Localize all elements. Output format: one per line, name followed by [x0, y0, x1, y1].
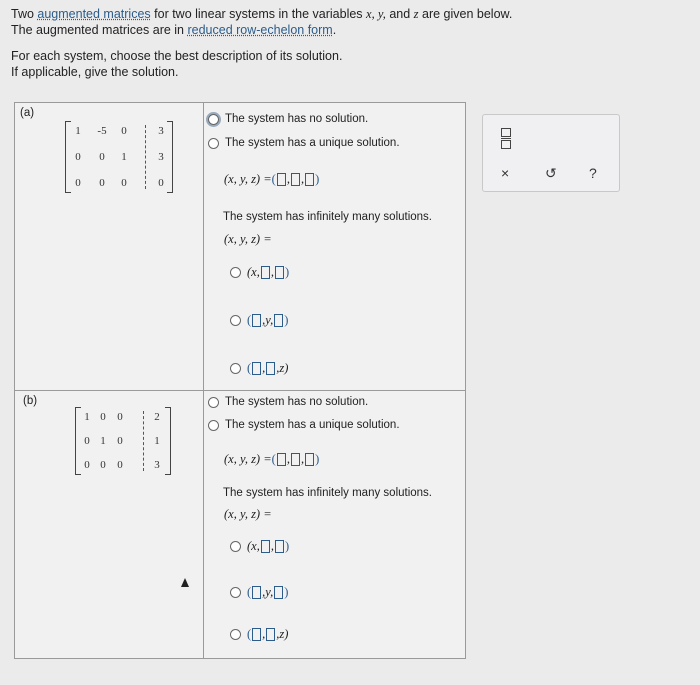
matrix-cell: 1 — [121, 151, 127, 163]
input-box-x[interactable] — [277, 453, 286, 466]
param-label: (x, — [247, 265, 260, 279]
matrix-cell: 0 — [99, 177, 105, 189]
param-option-b-1[interactable] — [230, 539, 289, 554]
intro-vars: x, y, — [366, 7, 386, 21]
param-option-a-3[interactable] — [230, 361, 288, 376]
matrix-cell: 0 — [117, 411, 123, 423]
matrix-cell: 0 — [84, 459, 90, 471]
matrix-cell: 1 — [75, 125, 81, 137]
matrix-cell: 0 — [158, 177, 164, 189]
comma: , — [276, 627, 280, 641]
radio-button[interactable] — [230, 267, 241, 278]
option-label: The system has infinitely many solutions. — [223, 487, 433, 499]
option-label: The system has no solution. — [225, 113, 369, 125]
input-box[interactable] — [274, 586, 283, 599]
system-a-label: (a) — [20, 107, 35, 119]
input-box[interactable] — [252, 314, 261, 327]
unique-solution-a — [224, 172, 319, 187]
augmented-matrices-link[interactable]: augmented matrices — [37, 7, 151, 21]
option-a-unique-solution[interactable] — [208, 137, 400, 149]
input-box[interactable] — [266, 362, 275, 375]
systems-table — [14, 102, 466, 659]
comma: , — [270, 265, 274, 279]
matrix-cell: 1 — [84, 411, 90, 423]
intro-text: and — [385, 7, 414, 21]
paren-open: ( — [247, 361, 252, 375]
matrix-cell: 0 — [84, 435, 90, 447]
input-box[interactable] — [252, 362, 261, 375]
input-box[interactable] — [261, 540, 270, 553]
paren-close: ) — [284, 539, 290, 553]
input-box-y[interactable] — [291, 173, 300, 186]
intro-text: for two linear systems in the variables — [150, 7, 367, 21]
paren-close: ) — [284, 265, 290, 279]
instructions — [11, 6, 512, 80]
paren-close: ) — [284, 585, 289, 599]
param-label: z) — [279, 627, 289, 641]
intro-text: Two — [11, 7, 38, 21]
comma: , — [300, 172, 305, 186]
param-label: y, — [265, 313, 274, 327]
mouse-cursor-icon — [181, 578, 189, 587]
comma: , — [270, 539, 274, 553]
comma: , — [286, 172, 290, 186]
infinite-eq-a: (x, y, z) = — [224, 232, 272, 246]
radio-button[interactable] — [208, 397, 219, 408]
paren-close: ) — [284, 313, 289, 327]
fraction-numerator — [501, 128, 511, 137]
matrix-b — [75, 407, 171, 475]
intro-var-z: z — [413, 7, 419, 21]
paren-close: ) — [315, 172, 320, 186]
param-label: (x, — [247, 539, 260, 553]
input-box-y[interactable] — [291, 453, 300, 466]
row-divider — [15, 390, 465, 391]
math-toolbar — [482, 114, 620, 192]
radio-button[interactable] — [230, 315, 241, 326]
paren-open: ( — [247, 627, 252, 641]
param-option-b-3[interactable] — [230, 627, 288, 642]
matrix-cell: 2 — [154, 411, 160, 423]
radio-button[interactable] — [230, 541, 241, 552]
help-icon[interactable]: ? — [589, 165, 597, 181]
radio-button[interactable] — [208, 420, 219, 431]
matrix-cell: 0 — [100, 459, 106, 471]
equation-label: (x, y, z) = — [224, 172, 272, 186]
matrix-cell: 0 — [99, 151, 105, 163]
param-option-b-2[interactable] — [230, 585, 288, 600]
matrix-right-bracket — [165, 407, 171, 475]
matrix-cell: 0 — [75, 177, 81, 189]
matrix-cell: 0 — [117, 459, 123, 471]
paren-open: ( — [247, 313, 252, 327]
option-a-infinite-solutions[interactable] — [223, 211, 432, 223]
matrix-cell: 0 — [100, 411, 106, 423]
augment-bar — [143, 411, 144, 471]
matrix-cell: 0 — [121, 177, 127, 189]
comma: , — [286, 452, 290, 466]
unique-solution-b — [224, 452, 319, 467]
comma: , — [262, 361, 266, 375]
option-label: The system has a unique solution. — [225, 137, 400, 149]
input-box[interactable] — [274, 314, 283, 327]
radio-button[interactable] — [208, 138, 219, 149]
input-box[interactable] — [261, 266, 270, 279]
param-option-a-1[interactable] — [230, 265, 289, 280]
intro-line-3: For each system, choose the best description of its solution. — [11, 49, 343, 63]
fraction-icon[interactable] — [501, 128, 511, 149]
rref-link[interactable]: reduced row-echelon form — [187, 23, 333, 37]
matrix-cell: 1 — [100, 435, 106, 447]
paren-close: ) — [315, 452, 320, 466]
fraction-bar — [501, 138, 511, 139]
column-divider — [203, 103, 204, 658]
comma: , — [262, 313, 266, 327]
input-box[interactable] — [275, 540, 284, 553]
paren-open: ( — [271, 172, 276, 186]
option-label: The system has a unique solution. — [225, 419, 400, 431]
intro-text: are given below. — [418, 7, 513, 21]
param-label: z) — [279, 361, 289, 375]
radio-button[interactable] — [208, 114, 219, 125]
input-box[interactable] — [266, 628, 275, 641]
comma: , — [300, 452, 305, 466]
option-label: The system has infinitely many solutions. — [223, 211, 433, 223]
matrix-cell: 1 — [154, 435, 160, 447]
matrix-cell: 0 — [75, 151, 81, 163]
paren-open: ( — [271, 452, 276, 466]
intro-line-1 — [11, 6, 512, 22]
intro-text: . — [332, 23, 337, 37]
matrix-a — [65, 121, 173, 193]
radio-button[interactable] — [230, 629, 241, 640]
matrix-cell: 3 — [158, 125, 164, 137]
fraction-denominator — [501, 140, 511, 149]
infinite-eq-b: (x, y, z) = — [224, 507, 272, 521]
radio-button[interactable] — [230, 363, 241, 374]
intro-line-4: If applicable, give the solution. — [11, 65, 179, 79]
intro-text: The augmented matrices are in — [11, 23, 188, 37]
option-label: The system has no solution. — [225, 396, 369, 408]
comma: , — [262, 627, 266, 641]
option-a-no-solution[interactable] — [208, 113, 368, 125]
comma: , — [262, 585, 266, 599]
comma: , — [276, 361, 280, 375]
option-b-no-solution[interactable] — [208, 396, 368, 408]
paren-open: ( — [247, 585, 252, 599]
param-option-a-2[interactable] — [230, 313, 288, 328]
input-box-z[interactable] — [305, 453, 314, 466]
option-b-infinite-solutions[interactable] — [223, 487, 432, 499]
augment-bar — [145, 125, 146, 189]
input-box[interactable] — [252, 586, 261, 599]
option-b-unique-solution[interactable] — [208, 419, 400, 431]
equation-label: (x, y, z) = — [224, 452, 272, 466]
matrix-cell: -5 — [97, 125, 107, 137]
matrix-cell: 0 — [117, 435, 123, 447]
intro-line-2 — [11, 22, 512, 38]
input-box-x[interactable] — [277, 173, 286, 186]
close-icon[interactable]: × — [501, 165, 510, 181]
undo-icon[interactable]: ↺ — [545, 165, 557, 181]
input-box[interactable] — [252, 628, 261, 641]
matrix-cell: 3 — [154, 459, 160, 471]
system-b-label: (b) — [23, 395, 38, 407]
matrix-cell: 3 — [158, 151, 164, 163]
matrix-cell: 0 — [121, 125, 127, 137]
input-box-z[interactable] — [305, 173, 314, 186]
input-box[interactable] — [275, 266, 284, 279]
radio-button[interactable] — [230, 587, 241, 598]
param-label: y, — [265, 585, 274, 599]
